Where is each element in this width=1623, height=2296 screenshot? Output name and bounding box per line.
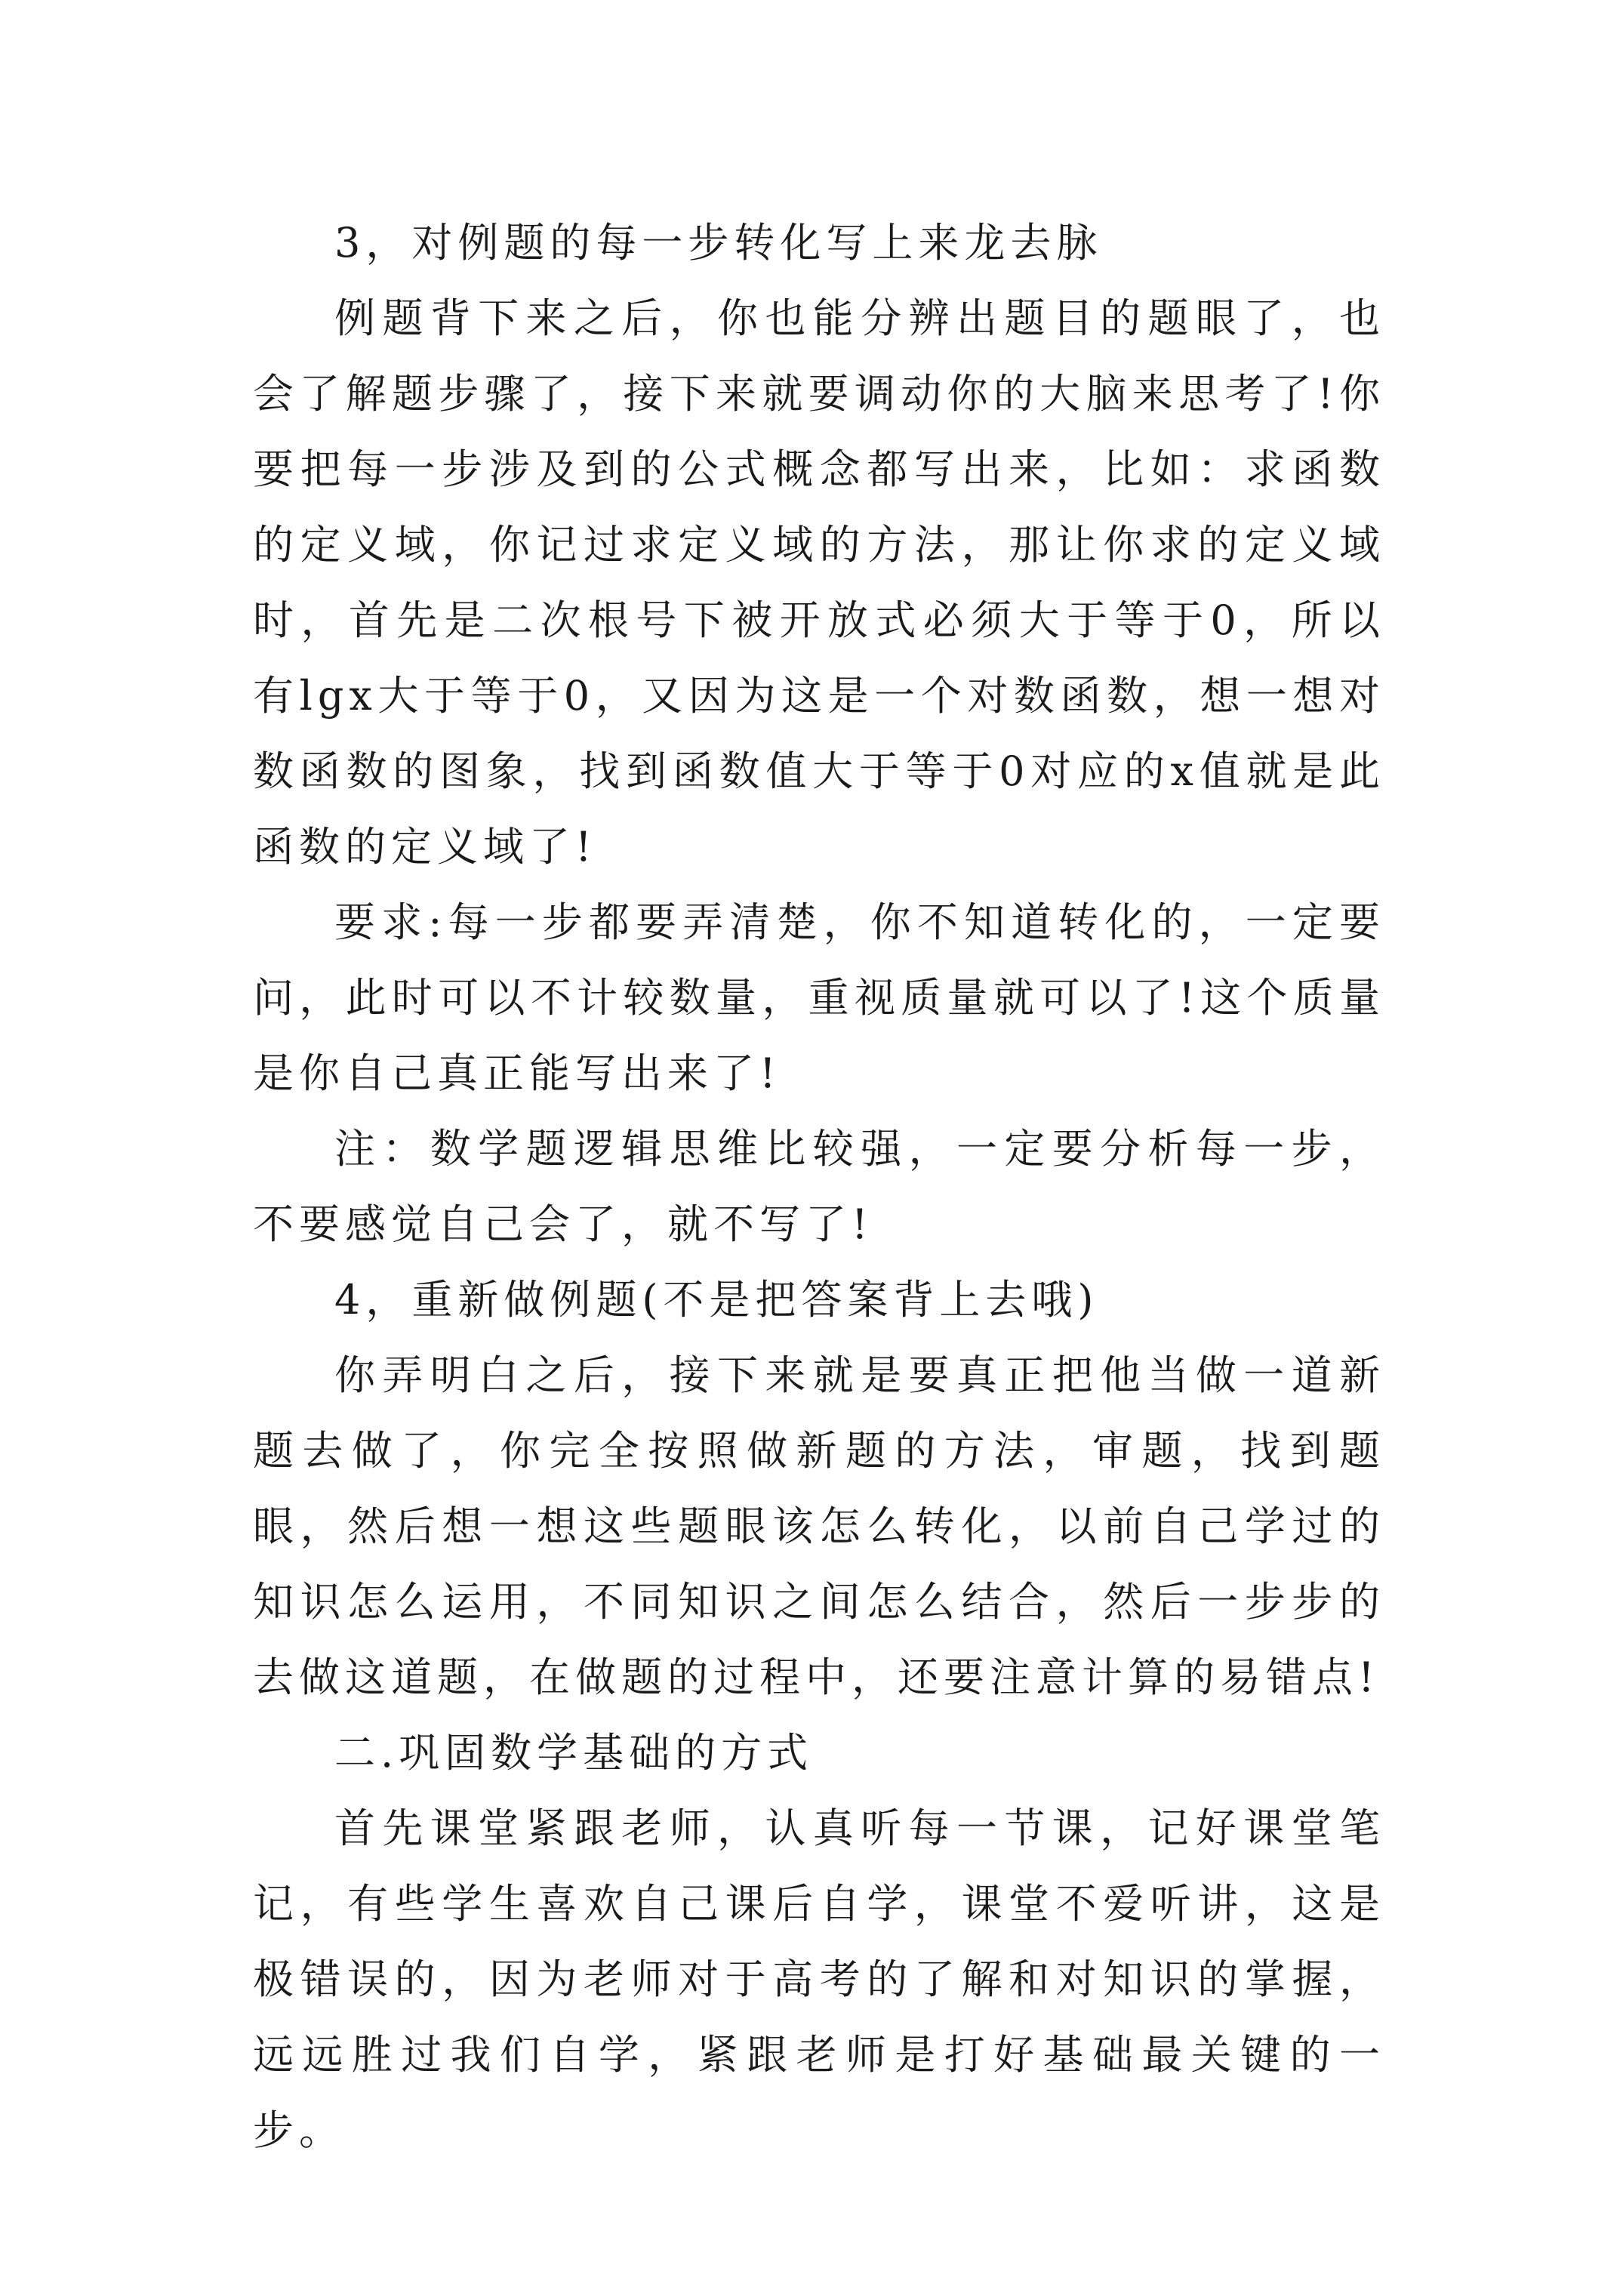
document-body xyxy=(253,205,1385,2168)
paragraph-follow-teacher: 首先课堂紧跟老师，认真听每一节课，记好课堂笔记，有些学生喜欢自己课后自学，课堂不爱听讲，这是极错误的，因为老师对于高考的了解和对知识的掌握，远远胜过我们自学，紧跟老师是打好基础最关键的一步。 xyxy=(253,1804,1385,2154)
paragraph-note: 注：数学题逻辑思维比较强，一定要分析每一步，不要感觉自己会了，就不写了! xyxy=(253,1125,1385,1248)
paragraph-requirement: 要求:每一步都要弄清楚，你不知道转化的，一定要问，此时可以不计较数量，重视质量就可以了!这个质量是你自己真正能写出来了! xyxy=(253,898,1385,1097)
paragraph-redo-examples: 你弄明白之后，接下来就是要真正把他当做一道新题去做了，你完全按照做新题的方法，审题，找到题眼，然后想一想这些题眼该怎么转化，以前自己学过的知识怎么运用，不同知识之间怎么结合，然后一步步的去做这道题，在做题的过程中，还要注意计算的易错点! xyxy=(253,1351,1385,1701)
section-heading-3: 3，对例题的每一步转化写上来龙去脉 xyxy=(334,219,1103,267)
section-heading-4: 4，重新做例题(不是把答案背上去哦) xyxy=(334,1276,1099,1324)
paragraph-memorize-examples: 例题背下来之后，你也能分辨出题目的题眼了，也会了解题步骤了，接下来就要调动你的大脑来思考了!你要把每一步涉及到的公式概念都写出来，比如：求函数的定义域，你记过求定义域的方法，那让你求的定义域时，首先是二次根号下被开放式必须大于等于0，所以有lgx大于等于0，又因为这是一个对数函数，想一想对数函数的图象，找到函数值大于等于0对应的x值就是此函数的定义域了! xyxy=(253,294,1385,871)
section-heading-two: 二.巩固数学基础的方式 xyxy=(334,1729,814,1777)
